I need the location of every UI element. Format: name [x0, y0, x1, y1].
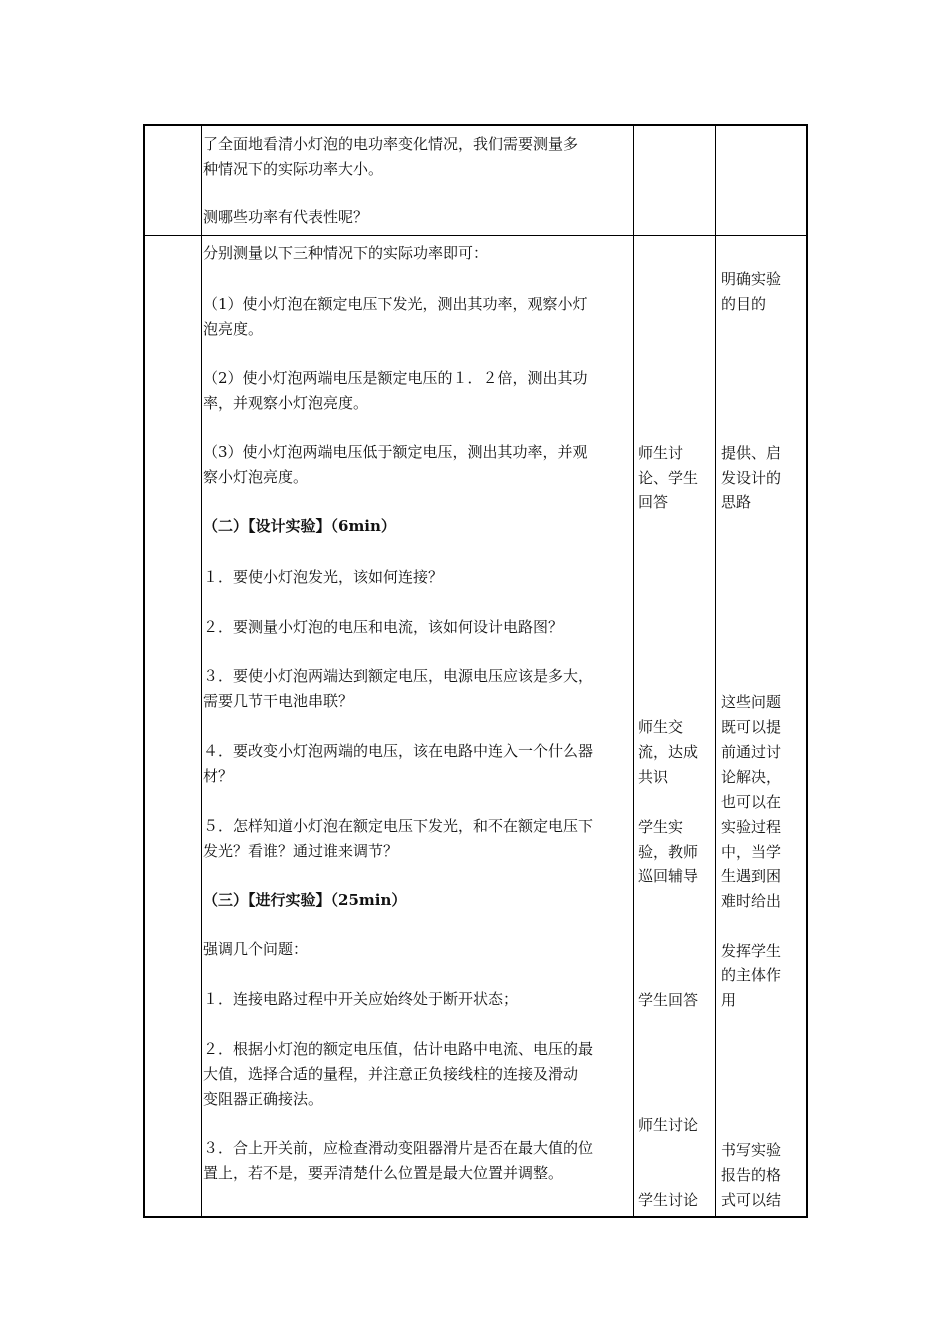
table-top-border [143, 124, 808, 126]
content-line: ５．怎样知道小灯泡在额定电压下发光，和不在额定电压下 [203, 817, 594, 835]
activity-line: 共识 [638, 768, 669, 786]
activity-line: 验，教师 [638, 843, 699, 861]
content-line: ２．要测量小灯泡的电压和电流，该如何设计电路图？ [203, 618, 564, 636]
activity-line: 论、学生 [638, 469, 699, 487]
content-line: １．要使小灯泡发光，该如何连接？ [203, 568, 444, 586]
content-line: ２．根据小灯泡的额定电压值，估计电路中电流、电压的最 [203, 1040, 594, 1058]
section-heading: （二）【设计实验】（6min） [203, 517, 396, 535]
row1-line: 了全面地看清小灯泡的电功率变化情况，我们需要测量多 [203, 135, 579, 153]
content-line: 率，并观察小灯泡亮度。 [203, 394, 369, 412]
table-left-border [143, 124, 145, 1218]
intent-line: 发挥学生 [721, 942, 782, 960]
activity-line: 学生回答 [638, 991, 699, 1009]
content-line: ３．合上开关前，应检查滑动变阻器滑片是否在最大值的位 [203, 1139, 594, 1157]
activity-line: 师生讨论 [638, 1116, 699, 1134]
content-line: 发光？看谁？通过谁来调节？ [203, 842, 399, 860]
table-bottom-border [143, 1216, 808, 1218]
intent-line: 论解决， [721, 768, 782, 786]
content-line: （3）使小灯泡两端电压低于额定电压，测出其功率，并观 [203, 443, 588, 461]
row1-line: 种情况下的实际功率大小。 [203, 160, 384, 178]
activity-line: 师生交 [638, 718, 684, 736]
intent-line: 用 [721, 991, 737, 1009]
intent-line: 明确实验 [721, 270, 782, 288]
activity-line: 巡回辅导 [638, 867, 699, 885]
intent-line: 实验过程 [721, 818, 782, 836]
intent-line: 式可以结 [721, 1191, 782, 1209]
row1-line: 测哪些功率有代表性呢？ [203, 208, 369, 226]
row-divider [143, 235, 808, 236]
content-line: ４．要改变小灯泡两端的电压，该在电路中连入一个什么器 [203, 742, 594, 760]
content-line: （1）使小灯泡在额定电压下发光，测出其功率，观察小灯 [203, 295, 588, 313]
intent-line: 这些问题 [721, 693, 782, 711]
section-heading: （三）【进行实验】（25min） [203, 891, 407, 909]
activity-line: 师生讨 [638, 444, 684, 462]
intent-line: 也可以在 [721, 793, 782, 811]
table-right-border [806, 124, 808, 1218]
content-line: 变阻器正确接法。 [203, 1090, 324, 1108]
activity-line: 学生讨论 [638, 1191, 699, 1209]
intent-line: 前通过讨 [721, 743, 782, 761]
intent-line: 的目的 [721, 295, 767, 313]
column-divider-1 [201, 124, 202, 1218]
intent-line: 报告的格 [721, 1166, 782, 1184]
content-line: １．连接电路过程中开关应始终处于断开状态； [203, 990, 519, 1008]
content-line: 强调几个问题： [203, 940, 309, 958]
content-line: （2）使小灯泡两端电压是额定电压的１．２倍，测出其功 [203, 369, 588, 387]
column-divider-2 [633, 124, 634, 1218]
activity-line: 流，达成 [638, 743, 699, 761]
intent-line: 提供、启 [721, 444, 782, 462]
intent-line: 思路 [721, 493, 752, 511]
intent-line: 既可以提 [721, 718, 782, 736]
content-line: 置上，若不是，要弄清楚什么位置是最大位置并调整。 [203, 1164, 564, 1182]
content-line: 大值，选择合适的量程，并注意正负接线柱的连接及滑动 [203, 1065, 579, 1083]
intent-line: 书写实验 [721, 1141, 782, 1159]
intent-line: 中，当学 [721, 843, 782, 861]
intent-line: 发设计的 [721, 469, 782, 487]
activity-line: 回答 [638, 493, 669, 511]
content-line: 察小灯泡亮度。 [203, 468, 309, 486]
content-line: ３．要使小灯泡两端达到额定电压，电源电压应该是多大， [203, 667, 594, 685]
content-line: 分别测量以下三种情况下的实际功率即可： [203, 244, 489, 262]
content-line: 材？ [203, 767, 234, 785]
column-divider-3 [715, 124, 716, 1218]
intent-line: 生遇到困 [721, 867, 782, 885]
intent-line: 的主体作 [721, 966, 782, 984]
intent-line: 难时给出 [721, 892, 782, 910]
activity-line: 学生实 [638, 818, 684, 836]
content-line: 需要几节干电池串联？ [203, 692, 354, 710]
content-line: 泡亮度。 [203, 320, 264, 338]
